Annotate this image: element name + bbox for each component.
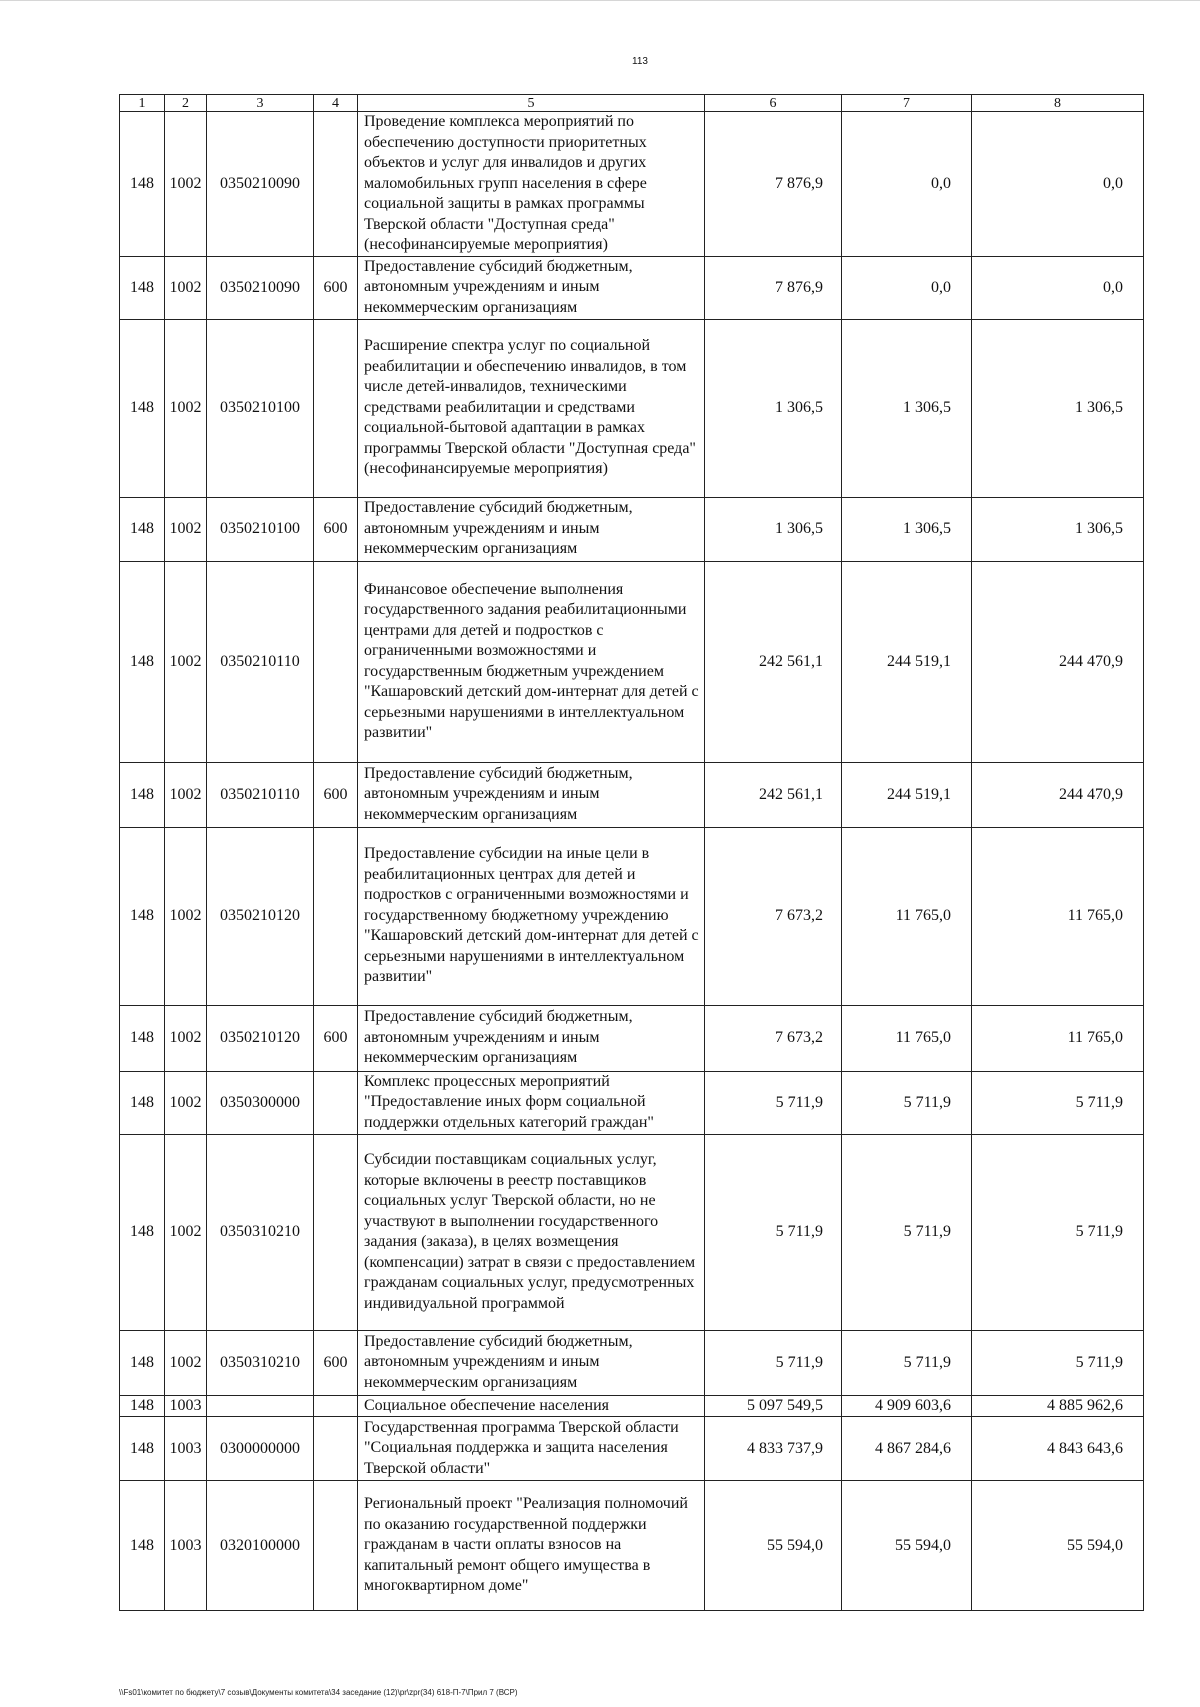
cell-target-code: 0350310210 (207, 1134, 314, 1330)
cell-description: Социальное обеспечение населения (358, 1395, 705, 1417)
cell-amount-3: 1 306,5 (972, 497, 1144, 561)
cell-amount-2: 4 909 603,6 (842, 1395, 972, 1417)
budget-table (119, 94, 1144, 1611)
table-row (120, 1071, 1144, 1134)
table-row (120, 1005, 1144, 1071)
cell-amount-1: 7 876,9 (705, 256, 842, 319)
cell-admin-code: 148 (120, 1071, 165, 1134)
cell-target-code: 0350210120 (207, 1005, 314, 1071)
cell-section-code: 1002 (165, 762, 207, 827)
cell-section-code: 1002 (165, 561, 207, 762)
cell-amount-2: 5 711,9 (842, 1134, 972, 1330)
cell-expense-type (314, 1071, 358, 1134)
cell-target-code: 0320100000 (207, 1481, 314, 1611)
cell-amount-3: 1 306,5 (972, 319, 1144, 497)
cell-admin-code: 148 (120, 1481, 165, 1611)
cell-expense-type: 600 (314, 762, 358, 827)
header-cell: 8 (972, 95, 1144, 112)
cell-admin-code: 148 (120, 1330, 165, 1395)
cell-description: Расширение спектра услуг по социальной реабилитации и обеспечению инвалидов, в том числе детей-инвалидов, техническими средствами реабилитации и средствами социальной-бытовой адаптации в рамках программы Тверской области "Доступная среда" (несофинансируемые мероприятия) (358, 319, 705, 497)
cell-amount-1: 5 711,9 (705, 1134, 842, 1330)
cell-amount-3: 55 594,0 (972, 1481, 1144, 1611)
cell-expense-type: 600 (314, 497, 358, 561)
header-cell: 4 (314, 95, 358, 112)
cell-amount-1: 1 306,5 (705, 319, 842, 497)
cell-expense-type (314, 1417, 358, 1481)
table-row (120, 1134, 1144, 1330)
cell-amount-3: 244 470,9 (972, 762, 1144, 827)
cell-section-code: 1002 (165, 497, 207, 561)
cell-expense-type: 600 (314, 1330, 358, 1395)
cell-description: Субсидии поставщикам социальных услуг, которые включены в реестр поставщиков социальных услуг Тверской области, но не участвуют в выполнении государственного задания (заказа), в целях возмещения (компенсации) затрат в связи с предоставлением гражданам социальных услуг, предусмотренных индивидуальной программой (358, 1134, 705, 1330)
cell-expense-type (314, 1134, 358, 1330)
cell-expense-type (314, 319, 358, 497)
table-row (120, 762, 1144, 827)
cell-amount-1: 7 673,2 (705, 1005, 842, 1071)
cell-target-code: 0350210100 (207, 319, 314, 497)
cell-amount-2: 55 594,0 (842, 1481, 972, 1611)
cell-amount-1: 242 561,1 (705, 561, 842, 762)
cell-expense-type (314, 561, 358, 762)
cell-amount-2: 4 867 284,6 (842, 1417, 972, 1481)
cell-admin-code: 148 (120, 112, 165, 257)
cell-description: Предоставление субсидий бюджетным, автономным учреждениям и иным некоммерческим организациям (358, 1005, 705, 1071)
cell-amount-1: 7 876,9 (705, 112, 842, 257)
cell-amount-2: 1 306,5 (842, 497, 972, 561)
cell-description: Государственная программа Тверской области "Социальная поддержка и защита населения Тверской области" (358, 1417, 705, 1481)
cell-target-code: 0350210120 (207, 827, 314, 1005)
cell-admin-code: 148 (120, 497, 165, 561)
table-row (120, 1330, 1144, 1395)
cell-target-code (207, 1395, 314, 1417)
table-row (120, 1395, 1144, 1417)
cell-amount-3: 4 885 962,6 (972, 1395, 1144, 1417)
table-row (120, 827, 1144, 1005)
cell-amount-2: 11 765,0 (842, 827, 972, 1005)
cell-section-code: 1002 (165, 1071, 207, 1134)
cell-description: Предоставление субсидий бюджетным, автономным учреждениям и иным некоммерческим организациям (358, 1330, 705, 1395)
cell-amount-2: 0,0 (842, 256, 972, 319)
cell-section-code: 1003 (165, 1395, 207, 1417)
table-row (120, 1417, 1144, 1481)
cell-amount-1: 4 833 737,9 (705, 1417, 842, 1481)
cell-admin-code: 148 (120, 1134, 165, 1330)
cell-expense-type: 600 (314, 256, 358, 319)
cell-description: Предоставление субсидий бюджетным, автономным учреждениям и иным некоммерческим организациям (358, 762, 705, 827)
cell-amount-3: 244 470,9 (972, 561, 1144, 762)
cell-target-code: 0350300000 (207, 1071, 314, 1134)
cell-expense-type (314, 827, 358, 1005)
cell-section-code: 1002 (165, 827, 207, 1005)
cell-description: Региональный проект "Реализация полномочий по оказанию государственной поддержки гражданам в части оплаты взносов на капитальный ремонт общего имущества в многоквартирном доме" (358, 1481, 705, 1611)
cell-amount-3: 5 711,9 (972, 1330, 1144, 1395)
cell-target-code: 0350210110 (207, 561, 314, 762)
cell-amount-2: 244 519,1 (842, 561, 972, 762)
cell-amount-2: 1 306,5 (842, 319, 972, 497)
cell-amount-2: 244 519,1 (842, 762, 972, 827)
header-row (120, 95, 1144, 112)
scan-edge (0, 0, 1200, 7)
cell-target-code: 0350210100 (207, 497, 314, 561)
cell-amount-2: 0,0 (842, 112, 972, 257)
cell-admin-code: 148 (120, 1005, 165, 1071)
page-number: 113 (632, 56, 648, 67)
cell-section-code: 1002 (165, 319, 207, 497)
cell-description: Предоставление субсидий бюджетным, автономным учреждениям и иным некоммерческим организациям (358, 256, 705, 319)
cell-amount-3: 0,0 (972, 112, 1144, 257)
cell-expense-type (314, 112, 358, 257)
cell-amount-3: 11 765,0 (972, 1005, 1144, 1071)
cell-section-code: 1003 (165, 1481, 207, 1611)
cell-description: Проведение комплекса мероприятий по обеспечению доступности приоритетных объектов и услуг для инвалидов и других маломобильных групп населения в сфере социальной защиты в рамках программы Тверской области "Доступная среда" (несофинансируемые мероприятия) (358, 112, 705, 257)
header-cell: 2 (165, 95, 207, 112)
cell-description: Комплекс процессных мероприятий "Предоставление иных форм социальной поддержки отдельных категорий граждан" (358, 1071, 705, 1134)
cell-target-code: 0350210090 (207, 256, 314, 319)
cell-section-code: 1002 (165, 1005, 207, 1071)
header-cell: 3 (207, 95, 314, 112)
cell-amount-3: 5 711,9 (972, 1134, 1144, 1330)
cell-amount-3: 0,0 (972, 256, 1144, 319)
cell-amount-1: 242 561,1 (705, 762, 842, 827)
cell-amount-1: 7 673,2 (705, 827, 842, 1005)
table-row (120, 497, 1144, 561)
cell-admin-code: 148 (120, 827, 165, 1005)
cell-admin-code: 148 (120, 1417, 165, 1481)
cell-amount-1: 55 594,0 (705, 1481, 842, 1611)
cell-section-code: 1002 (165, 256, 207, 319)
cell-amount-2: 5 711,9 (842, 1071, 972, 1134)
footer-file-path: \\Fs01\комитет по бюджету\7 созыв\Документы комитета\34 заседание (12)\pr\zpr(34) 618-П-7\Прил 7 (ВСР) (119, 1688, 518, 1697)
cell-section-code: 1002 (165, 112, 207, 257)
cell-amount-3: 5 711,9 (972, 1071, 1144, 1134)
cell-expense-type: 600 (314, 1005, 358, 1071)
cell-admin-code: 148 (120, 561, 165, 762)
cell-target-code: 0300000000 (207, 1417, 314, 1481)
cell-section-code: 1002 (165, 1134, 207, 1330)
table-row (120, 319, 1144, 497)
cell-admin-code: 148 (120, 319, 165, 497)
cell-admin-code: 148 (120, 256, 165, 319)
cell-section-code: 1003 (165, 1417, 207, 1481)
cell-amount-2: 5 711,9 (842, 1330, 972, 1395)
table-row (120, 561, 1144, 762)
cell-amount-1: 5 711,9 (705, 1330, 842, 1395)
cell-amount-3: 11 765,0 (972, 827, 1144, 1005)
cell-admin-code: 148 (120, 1395, 165, 1417)
cell-section-code: 1002 (165, 1330, 207, 1395)
cell-description: Предоставление субсидий бюджетным, автономным учреждениям и иным некоммерческим организациям (358, 497, 705, 561)
cell-expense-type (314, 1481, 358, 1611)
cell-target-code: 0350210090 (207, 112, 314, 257)
table-row (120, 256, 1144, 319)
table-row (120, 1481, 1144, 1611)
cell-description: Финансовое обеспечение выполнения государственного задания реабилитационными центрами для детей и подростков с ограниченными возможностями и государственным бюджетным учреждением "Кашаровский детский дом-интернат для детей с серьезными нарушениями в интеллектуальном развитии" (358, 561, 705, 762)
cell-target-code: 0350210110 (207, 762, 314, 827)
cell-target-code: 0350310210 (207, 1330, 314, 1395)
cell-description: Предоставление субсидии на иные цели в реабилитационных центрах для детей и подростков с ограниченными возможностями и государственному бюджетному учреждению "Кашаровский детский дом-интернат для детей с серьезными нарушениями в интеллектуальном развитии" (358, 827, 705, 1005)
header-cell: 6 (705, 95, 842, 112)
header-cell: 7 (842, 95, 972, 112)
header-cell: 1 (120, 95, 165, 112)
cell-amount-1: 1 306,5 (705, 497, 842, 561)
cell-amount-3: 4 843 643,6 (972, 1417, 1144, 1481)
cell-admin-code: 148 (120, 762, 165, 827)
cell-expense-type (314, 1395, 358, 1417)
table-row (120, 112, 1144, 257)
cell-amount-2: 11 765,0 (842, 1005, 972, 1071)
header-cell: 5 (358, 95, 705, 112)
cell-amount-1: 5 711,9 (705, 1071, 842, 1134)
cell-amount-1: 5 097 549,5 (705, 1395, 842, 1417)
